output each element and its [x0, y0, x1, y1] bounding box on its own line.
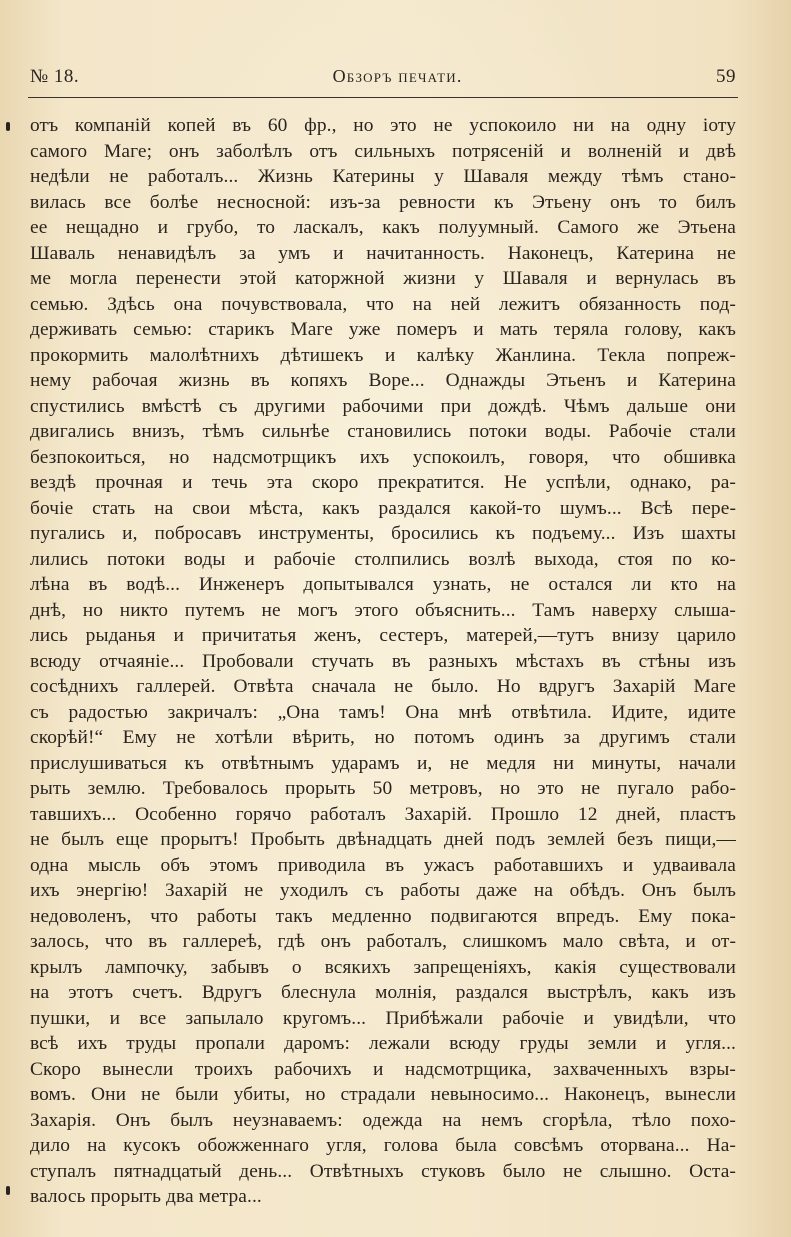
text-line: ме могла перенести этой каторжной жизни у Шаваля и вернулась въ — [30, 268, 736, 289]
text-line: лись рыданья и причитатья женъ, сестеръ, матерей,—тутъ внизу царило — [30, 625, 736, 646]
text-line: недѣли не работалъ... Жизнь Катерины у Шаваля между тѣмъ стано- — [30, 166, 736, 187]
text-line: съ радостью закричалъ: „Она тамъ! Она мнѣ отвѣтила. Идите, идите — [30, 701, 736, 723]
text-line: сосѣднихъ галлерей. Отвѣта сначала не было. Но вдругъ Захарій Маге — [30, 676, 736, 697]
text-line: всѣ ихъ труды пропали даромъ: лежали всюду груды земли и угля... — [30, 1033, 736, 1054]
text-line: залось, что въ галлереѣ, гдѣ онъ работалъ, слишкомъ мало свѣта, и от- — [30, 931, 736, 952]
text-line: Захарія. Онъ былъ неузнаваемъ: одежда на немъ сгорѣла, тѣло похо- — [30, 1109, 736, 1131]
issue-number: № 18. — [30, 66, 80, 87]
text-line: спустились вмѣстѣ съ другими рабочими при дождѣ. Чѣмъ дальше они — [30, 395, 736, 417]
text-line: ступалъ пятнадцатый день... Отвѣтныхъ стуковъ было не слышно. Оста- — [30, 1160, 736, 1182]
text-line: двигались внизъ, тѣмъ сильнѣе становились потоки воды. Рабочіе стали — [30, 421, 736, 442]
text-line: держивать семью: старикъ Маге уже померъ и мать теряла голову, какъ — [30, 319, 736, 340]
article-body — [30, 113, 736, 1210]
running-title: Обзоръ печати. — [332, 66, 463, 86]
text-line: вомъ. Они не были убиты, но страдали невыносимо... Наконецъ, вынесли — [30, 1084, 736, 1105]
text-line: дило на кусокъ обожженнаго угля, голова была совсѣмъ оторвана... На- — [30, 1135, 736, 1156]
text-line: рыть землю. Требовалось прорыть 50 метровъ, но это не пугало рабо- — [30, 778, 736, 799]
text-line: вилась все болѣе несносной: изъ-за ревности къ Этьену онъ то билъ — [30, 191, 736, 213]
text-line: лѣна въ водѣ... Инженеръ допытывался узнать, не остался ли кто на — [30, 574, 736, 595]
text-line: пугались и, побросавъ инструменты, бросились къ подъему... Изъ шахты — [30, 523, 736, 544]
text-line: нему рабочая жизнь въ копяхъ Воре... Однажды Этьенъ и Катерина — [30, 370, 736, 391]
text-line: самого Маге; онъ заболѣлъ отъ сильныхъ потрясеній и волненій и двѣ — [30, 140, 736, 162]
text-line: безпокоиться, но надсмотрщикъ ихъ успокоилъ, говоря, что обшивка — [30, 446, 736, 468]
text-line: прокормить малолѣтнихъ дѣтишекъ и калѣку Жанлина. Текла попреж- — [30, 344, 736, 366]
text-line: прислушиваться къ отвѣтнымъ ударамъ и, не медля ни минуты, начали — [30, 752, 736, 774]
text-line: всюду отчаяніе... Пробовали стучать въ разныхъ мѣстахъ въ стѣны изъ — [30, 650, 736, 672]
text-line: пушки, и все запылало кругомъ... Прибѣжали рабочіе и увидѣли, что — [30, 1007, 736, 1029]
text-line: не былъ еще прорытъ! Пробыть двѣнадцать дней подъ землей безъ пищи,— — [30, 829, 736, 850]
page-number: 59 — [715, 66, 736, 87]
text-line: вездѣ прочная и течь эта скоро прекратится. Не успѣли, однако, ра- — [30, 472, 736, 493]
text-line: ихъ энергію! Захарій не уходилъ съ работы даже на обѣдъ. Онъ былъ — [30, 880, 736, 901]
text-line: валось прорыть два метра... — [30, 1186, 262, 1207]
margin-mark — [6, 122, 10, 131]
text-line: на этотъ счетъ. Вдругъ блеснула молнія, раздался выстрѣлъ, какъ изъ — [30, 982, 736, 1003]
text-line: днѣ, но никто путемъ не могъ этого объяснить... Тамъ наверху слыша- — [30, 599, 736, 621]
text-line: отъ компаній копей въ 60 фр., но это не успокоило ни на одну іоту — [30, 115, 736, 136]
text-line: лились потоки воды и рабочіе столпились возлѣ выхода, стоя по ко- — [30, 548, 736, 570]
text-line: Скоро вынесли троихъ рабочихъ и надсмотрщика, захваченныхъ взры- — [30, 1058, 736, 1080]
text-line: бочіе стать на свои мѣста, какъ раздался какой-то шумъ... Всѣ пере- — [30, 497, 736, 519]
text-line: семью. Здѣсь она почувствовала, что на ней лежитъ обязанность под- — [30, 293, 736, 315]
text-line: крылъ лампочку, забывъ о всякихъ запрещеніяхъ, какія существовали — [30, 956, 736, 978]
header-rule — [28, 97, 738, 98]
text-line: тавшихъ... Особенно горячо работалъ Захарій. Прошло 12 дней, пластъ — [30, 803, 736, 825]
text-line: недоволенъ, что работы такъ медленно подвигаются впредъ. Ему пока- — [30, 905, 736, 927]
text-line: одна мысль объ этомъ приводила въ ужасъ работавшихъ и удваивала — [30, 854, 736, 876]
text-line: Шаваль ненавидѣлъ за умъ и начитанность. Наконецъ, Катерина не — [30, 242, 736, 264]
text-line: ее нещадно и грубо, то ласкалъ, какъ полуумный. Самого же Этьена — [30, 217, 736, 238]
margin-mark — [6, 1186, 10, 1195]
text-line: скорѣй!“ Ему не хотѣли вѣрить, но потомъ одинъ за другимъ стали — [30, 727, 736, 748]
running-header — [30, 66, 736, 92]
